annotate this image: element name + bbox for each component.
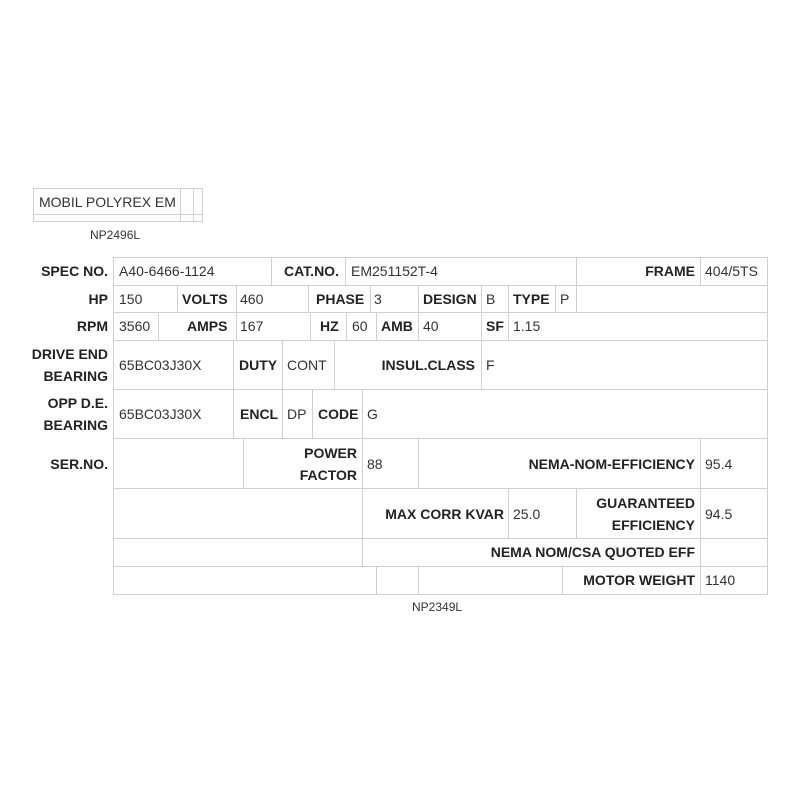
lubricant-plate-divider — [33, 214, 203, 215]
cell-divider — [236, 285, 237, 312]
sf-value: 1.15 — [513, 318, 541, 334]
power-factor-value: 88 — [367, 456, 383, 472]
nameplate-part-number: NP2349L — [412, 600, 463, 614]
opp-de-bearing-label — [43, 392, 108, 436]
cell-divider — [346, 312, 347, 340]
code-label: CODE — [318, 406, 359, 422]
insul-class-value: F — [486, 357, 495, 373]
cell-divider — [508, 285, 509, 312]
cell-divider — [562, 566, 563, 595]
hp-value: 150 — [119, 291, 143, 307]
cell-divider — [481, 340, 482, 389]
motor-weight-label: MOTOR WEIGHT — [583, 572, 695, 588]
amb-value: 40 — [423, 318, 439, 334]
cell-divider — [508, 488, 509, 538]
encl-label: ENCL — [240, 406, 279, 422]
cell-divider — [362, 538, 363, 566]
row-divider — [113, 438, 768, 439]
cell-divider — [177, 285, 178, 312]
row-divider — [113, 389, 768, 390]
amps-value: 167 — [240, 318, 264, 334]
volts-value: 460 — [240, 291, 264, 307]
cell-divider — [576, 257, 577, 285]
cell-divider — [310, 312, 311, 340]
type-value: P — [560, 291, 570, 307]
opp-de-bearing-value: 65BC03J30X — [119, 406, 202, 422]
row-divider — [113, 488, 768, 489]
max-corr-kvar-value: 25.0 — [513, 506, 541, 522]
hp-label: HP — [88, 291, 108, 307]
cell-divider — [418, 285, 419, 312]
cell-divider — [376, 312, 377, 340]
power-factor-label-line1: POWER — [304, 445, 357, 461]
cell-divider — [508, 312, 509, 340]
encl-value: DP — [287, 406, 307, 422]
cell-divider — [576, 488, 577, 538]
cell-divider — [481, 312, 482, 340]
cell-divider — [376, 566, 377, 595]
drive-end-label-line1: DRIVE END — [31, 346, 108, 362]
guaranteed-efficiency-label — [596, 492, 695, 536]
cell-divider — [576, 285, 577, 312]
duty-label: DUTY — [239, 357, 278, 373]
guaranteed-label-line1: GUARANTEED — [596, 495, 695, 511]
cell-divider — [418, 438, 419, 488]
drive-end-bearing-label — [32, 343, 108, 387]
frame-value: 404/5TS — [705, 263, 758, 279]
top-plate-part-number: NP2496L — [90, 228, 141, 242]
lubricant-plate-divider — [180, 188, 181, 222]
power-factor-label — [300, 442, 357, 486]
cell-divider — [243, 438, 244, 488]
cell-divider — [345, 257, 346, 285]
cell-divider — [418, 312, 419, 340]
cell-divider — [700, 538, 701, 566]
phase-label: PHASE — [316, 291, 365, 307]
cell-divider — [233, 340, 234, 389]
cell-divider — [481, 285, 482, 312]
amb-label: AMB — [381, 318, 413, 334]
design-label: DESIGN — [423, 291, 477, 307]
cat-no-label: CAT.NO. — [284, 263, 339, 279]
cell-divider — [312, 389, 313, 438]
ser-no-label: SER.NO. — [50, 456, 108, 472]
motor-weight-value: 1140 — [705, 572, 736, 588]
power-factor-label-line2: FACTOR — [299, 467, 357, 483]
hz-label: HZ — [320, 318, 339, 334]
row-divider — [113, 566, 768, 567]
lubricant-name: MOBIL POLYREX EM — [39, 194, 176, 210]
row-divider — [113, 285, 768, 286]
nema-nom-efficiency-label: NEMA-NOM-EFFICIENCY — [528, 456, 695, 472]
cell-divider — [308, 285, 309, 312]
max-corr-kvar-label: MAX CORR KVAR — [385, 506, 504, 522]
spec-no-label: SPEC NO. — [41, 263, 108, 279]
duty-value: CONT — [287, 357, 327, 373]
hz-value: 60 — [352, 318, 368, 334]
cell-divider — [282, 340, 283, 389]
cell-divider — [370, 285, 371, 312]
cell-divider — [282, 389, 283, 438]
row-divider — [113, 538, 768, 539]
cell-divider — [362, 488, 363, 538]
volts-label: VOLTS — [182, 291, 228, 307]
cell-divider — [700, 566, 701, 595]
cell-divider — [418, 566, 419, 595]
cell-divider — [334, 340, 335, 389]
insul-class-label: INSUL.CLASS — [381, 357, 475, 373]
drive-end-bearing-value: 65BC03J30X — [119, 357, 202, 373]
cell-divider — [236, 312, 237, 340]
opp-de-label-line1: OPP D.E. — [47, 395, 108, 411]
rpm-label: RPM — [76, 318, 108, 334]
cell-divider — [700, 488, 701, 538]
guaranteed-efficiency-value: 94.5 — [705, 506, 733, 522]
cell-divider — [362, 438, 363, 488]
cell-divider — [700, 257, 701, 285]
amps-label: AMPS — [187, 318, 228, 334]
phase-value: 3 — [374, 291, 382, 307]
code-value: G — [367, 406, 378, 422]
row-divider — [113, 312, 768, 313]
cell-divider — [158, 312, 159, 340]
frame-label: FRAME — [645, 263, 695, 279]
nema-nom-efficiency-value: 95.4 — [705, 456, 733, 472]
cell-divider — [233, 389, 234, 438]
cell-divider — [362, 389, 363, 438]
drive-end-label-line2: BEARING — [43, 368, 108, 384]
rpm-value: 3560 — [119, 318, 151, 334]
type-label: TYPE — [513, 291, 550, 307]
opp-de-label-line2: BEARING — [43, 417, 108, 433]
guaranteed-label-line2: EFFICIENCY — [611, 517, 695, 533]
lubricant-plate-divider — [193, 188, 194, 222]
cell-divider — [700, 438, 701, 488]
cat-no-value: EM251152T-4 — [351, 263, 438, 279]
cell-divider — [271, 257, 272, 285]
row-divider — [113, 340, 768, 341]
design-value: B — [486, 291, 496, 307]
sf-label: SF — [486, 318, 504, 334]
spec-no-value: A40-6466-1124 — [119, 263, 215, 279]
nema-csa-quoted-eff-label: NEMA NOM/CSA QUOTED EFF — [490, 544, 695, 560]
cell-divider — [555, 285, 556, 312]
